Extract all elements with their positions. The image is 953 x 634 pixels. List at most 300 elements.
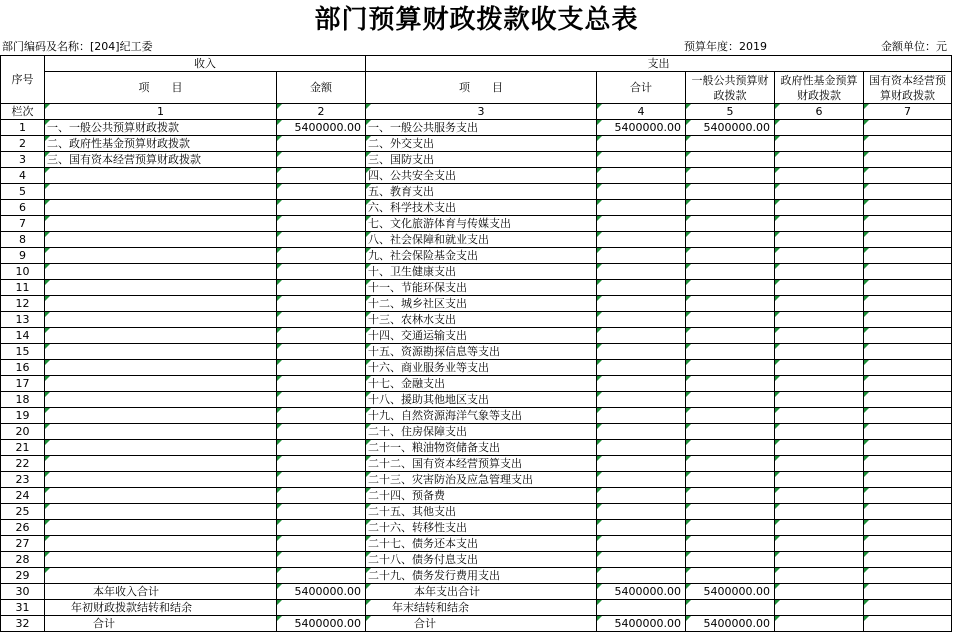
- state-capital-cell: [864, 440, 952, 456]
- row-number: 29: [1, 568, 45, 584]
- expense-item-cell: 四、公共安全支出: [366, 168, 597, 184]
- expense-total-cell: [597, 392, 686, 408]
- fund-budget-cell: [775, 216, 864, 232]
- state-capital-cell: [864, 536, 952, 552]
- expense-item-cell: 二十一、粮油物资储备支出: [366, 440, 597, 456]
- fund-budget-cell: [775, 232, 864, 248]
- income-amount-cell: [277, 552, 366, 568]
- income-item-cell: [45, 264, 277, 280]
- income-amount-cell: [277, 296, 366, 312]
- state-capital-cell: [864, 520, 952, 536]
- general-budget-header: 一般公共预算财政拨款: [686, 72, 775, 104]
- seq-header: 序号: [1, 56, 45, 104]
- table-row: [1, 440, 952, 456]
- general-budget-cell: [686, 376, 775, 392]
- row-number: 26: [1, 520, 45, 536]
- expense-item-cell: 二十三、灾害防治及应急管理支出: [366, 472, 597, 488]
- expense-item-cell: 十七、金融支出: [366, 376, 597, 392]
- income-item-cell: 一、一般公共预算财政拨款: [45, 120, 277, 136]
- general-budget-cell: 5400000.00: [686, 120, 775, 136]
- fund-budget-cell: [775, 616, 864, 632]
- expense-item-cell: 二十五、其他支出: [366, 504, 597, 520]
- expense-total-cell: [597, 344, 686, 360]
- row-number: 24: [1, 488, 45, 504]
- table-row: [1, 152, 952, 168]
- fund-budget-cell: [775, 200, 864, 216]
- row-number: 16: [1, 360, 45, 376]
- row-number: 9: [1, 248, 45, 264]
- row-number: 1: [1, 120, 45, 136]
- expense-total-cell: [597, 296, 686, 312]
- general-budget-cell: [686, 200, 775, 216]
- expense-total-cell: [597, 488, 686, 504]
- table-row: [1, 408, 952, 424]
- income-amount-cell: [277, 312, 366, 328]
- general-budget-cell: [686, 520, 775, 536]
- expense-item-cell: 十五、资源勘探信息等支出: [366, 344, 597, 360]
- expense-total-cell: [597, 328, 686, 344]
- income-item-cell: [45, 504, 277, 520]
- state-capital-cell: [864, 232, 952, 248]
- income-item-cell: 本年收入合计: [45, 584, 277, 600]
- expense-item-cell: 三、国防支出: [366, 152, 597, 168]
- income-item-cell: 合计: [45, 616, 277, 632]
- table-row: [1, 504, 952, 520]
- fund-budget-header: 政府性基金预算财政拨款: [775, 72, 864, 104]
- expense-item-cell: 二十七、债务还本支出: [366, 536, 597, 552]
- table-row: [1, 248, 952, 264]
- row-number: 21: [1, 440, 45, 456]
- income-item-cell: [45, 200, 277, 216]
- general-budget-cell: [686, 408, 775, 424]
- fund-budget-cell: [775, 264, 864, 280]
- table-row: [1, 328, 952, 344]
- income-item-cell: [45, 312, 277, 328]
- table-row: [1, 296, 952, 312]
- income-item-cell: [45, 408, 277, 424]
- expense-total-cell: [597, 200, 686, 216]
- expense-total-cell: [597, 248, 686, 264]
- income-amount-cell: [277, 408, 366, 424]
- income-item-cell: [45, 456, 277, 472]
- table-row: [1, 216, 952, 232]
- general-budget-cell: [686, 152, 775, 168]
- table-row: [1, 456, 952, 472]
- general-budget-cell: [686, 168, 775, 184]
- state-capital-cell: [864, 136, 952, 152]
- state-capital-header: 国有资本经营预算财政拨款: [864, 72, 952, 104]
- expense-item-cell: 十九、自然资源海洋气象等支出: [366, 408, 597, 424]
- income-amount-cell: [277, 472, 366, 488]
- table-row: [1, 568, 952, 584]
- state-capital-cell: [864, 616, 952, 632]
- fund-budget-cell: [775, 312, 864, 328]
- expense-total-cell: [597, 280, 686, 296]
- budget-table: [0, 55, 952, 632]
- summary-row: [1, 616, 952, 632]
- row-number: 25: [1, 504, 45, 520]
- column-number: 3: [366, 104, 597, 120]
- expense-total-cell: [597, 440, 686, 456]
- general-budget-cell: 5400000.00: [686, 616, 775, 632]
- expense-total-cell: [597, 536, 686, 552]
- fund-budget-cell: [775, 152, 864, 168]
- table-row: [1, 344, 952, 360]
- state-capital-cell: [864, 312, 952, 328]
- general-budget-cell: [686, 456, 775, 472]
- fund-budget-cell: [775, 600, 864, 616]
- expense-total-cell: [597, 520, 686, 536]
- row-number: 31: [1, 600, 45, 616]
- expense-total-cell: [597, 376, 686, 392]
- income-item-cell: [45, 344, 277, 360]
- fund-budget-cell: [775, 472, 864, 488]
- state-capital-cell: [864, 408, 952, 424]
- general-budget-cell: [686, 440, 775, 456]
- fund-budget-cell: [775, 376, 864, 392]
- row-number: 13: [1, 312, 45, 328]
- table-row: [1, 424, 952, 440]
- income-item-cell: [45, 552, 277, 568]
- income-amount-cell: [277, 136, 366, 152]
- state-capital-cell: [864, 280, 952, 296]
- column-number: 4: [597, 104, 686, 120]
- general-budget-cell: [686, 392, 775, 408]
- income-amount-cell: [277, 440, 366, 456]
- state-capital-cell: [864, 456, 952, 472]
- income-item-cell: [45, 424, 277, 440]
- state-capital-cell: [864, 392, 952, 408]
- general-budget-cell: [686, 184, 775, 200]
- expense-total-cell: [597, 504, 686, 520]
- state-capital-cell: [864, 200, 952, 216]
- expense-item-cell: 七、文化旅游体育与传媒支出: [366, 216, 597, 232]
- table-row: [1, 280, 952, 296]
- row-number: 14: [1, 328, 45, 344]
- column-number: 1: [45, 104, 277, 120]
- expense-total-cell: 5400000.00: [597, 616, 686, 632]
- expense-total-cell: [597, 216, 686, 232]
- general-budget-cell: [686, 504, 775, 520]
- fund-budget-cell: [775, 360, 864, 376]
- expense-total-cell: [597, 232, 686, 248]
- income-item-cell: [45, 376, 277, 392]
- state-capital-cell: [864, 584, 952, 600]
- column-number-row: [1, 104, 952, 120]
- general-budget-cell: [686, 360, 775, 376]
- state-capital-cell: [864, 264, 952, 280]
- income-amount-cell: [277, 152, 366, 168]
- column-label: 栏次: [1, 104, 45, 120]
- income-amount-cell: [277, 264, 366, 280]
- expense-item-cell: 二十九、债务发行费用支出: [366, 568, 597, 584]
- fund-budget-cell: [775, 328, 864, 344]
- income-header: 收入: [45, 56, 366, 72]
- fund-budget-cell: [775, 408, 864, 424]
- income-amount-cell: [277, 248, 366, 264]
- expense-total-cell: [597, 600, 686, 616]
- table-row: [1, 264, 952, 280]
- expense-item-cell: 六、科学技术支出: [366, 200, 597, 216]
- table-row: [1, 488, 952, 504]
- table-row: [1, 120, 952, 136]
- budget-year-label: 预算年度：2019: [684, 40, 767, 53]
- row-number: 22: [1, 456, 45, 472]
- income-item-cell: [45, 296, 277, 312]
- state-capital-cell: [864, 360, 952, 376]
- state-capital-cell: [864, 216, 952, 232]
- income-amount-cell: [277, 344, 366, 360]
- expense-total-cell: [597, 136, 686, 152]
- fund-budget-cell: [775, 120, 864, 136]
- income-item-cell: [45, 392, 277, 408]
- fund-budget-cell: [775, 344, 864, 360]
- income-amount-cell: [277, 232, 366, 248]
- row-number: 10: [1, 264, 45, 280]
- income-amount-cell: [277, 536, 366, 552]
- income-amount-cell: [277, 360, 366, 376]
- row-number: 17: [1, 376, 45, 392]
- row-number: 18: [1, 392, 45, 408]
- expense-header: 支出: [366, 56, 952, 72]
- state-capital-cell: [864, 568, 952, 584]
- income-item-cell: [45, 488, 277, 504]
- expense-total-cell: [597, 424, 686, 440]
- expense-total-cell: [597, 568, 686, 584]
- state-capital-cell: [864, 296, 952, 312]
- income-item-cell: 二、政府性基金预算财政拨款: [45, 136, 277, 152]
- fund-budget-cell: [775, 280, 864, 296]
- expense-item-cell: 一、一般公共服务支出: [366, 120, 597, 136]
- summary-row: [1, 600, 952, 616]
- amount-unit-label: 金额单位：元: [881, 40, 947, 53]
- expense-total-cell: [597, 552, 686, 568]
- table-row: [1, 136, 952, 152]
- department-label: 部门编码及名称：[204]纪工委: [2, 40, 153, 53]
- header-row-1: [1, 56, 952, 72]
- expense-item-cell: 二十八、债务付息支出: [366, 552, 597, 568]
- expense-total-cell: [597, 408, 686, 424]
- income-amount-cell: [277, 424, 366, 440]
- state-capital-cell: [864, 168, 952, 184]
- table-row: [1, 472, 952, 488]
- fund-budget-cell: [775, 488, 864, 504]
- row-number: 12: [1, 296, 45, 312]
- fund-budget-cell: [775, 296, 864, 312]
- state-capital-cell: [864, 184, 952, 200]
- row-number: 30: [1, 584, 45, 600]
- row-number: 19: [1, 408, 45, 424]
- table-row: [1, 184, 952, 200]
- expense-item-cell: 十四、交通运输支出: [366, 328, 597, 344]
- expense-total-cell: 5400000.00: [597, 584, 686, 600]
- row-number: 8: [1, 232, 45, 248]
- fund-budget-cell: [775, 184, 864, 200]
- row-number: 15: [1, 344, 45, 360]
- fund-budget-cell: [775, 440, 864, 456]
- general-budget-cell: [686, 600, 775, 616]
- state-capital-cell: [864, 472, 952, 488]
- expense-item-cell: 二十六、转移性支出: [366, 520, 597, 536]
- general-budget-cell: [686, 488, 775, 504]
- table-row: [1, 312, 952, 328]
- expense-item-cell: 五、教育支出: [366, 184, 597, 200]
- state-capital-cell: [864, 344, 952, 360]
- expense-item-cell: 十二、城乡社区支出: [366, 296, 597, 312]
- income-amount-header: 金额: [277, 72, 366, 104]
- expense-total-cell: [597, 312, 686, 328]
- expense-total-cell: [597, 456, 686, 472]
- fund-budget-cell: [775, 504, 864, 520]
- general-budget-cell: [686, 424, 775, 440]
- income-amount-cell: [277, 504, 366, 520]
- income-amount-cell: [277, 200, 366, 216]
- income-item-cell: [45, 248, 277, 264]
- summary-row: [1, 584, 952, 600]
- income-item-cell: [45, 536, 277, 552]
- income-amount-cell: [277, 568, 366, 584]
- general-budget-cell: [686, 568, 775, 584]
- income-amount-cell: [277, 600, 366, 616]
- column-number: 6: [775, 104, 864, 120]
- general-budget-cell: [686, 328, 775, 344]
- row-number: 3: [1, 152, 45, 168]
- fund-budget-cell: [775, 584, 864, 600]
- income-amount-cell: [277, 216, 366, 232]
- income-amount-cell: [277, 184, 366, 200]
- table-row: [1, 552, 952, 568]
- income-item-cell: [45, 472, 277, 488]
- income-amount-cell: [277, 392, 366, 408]
- row-number: 23: [1, 472, 45, 488]
- row-number: 4: [1, 168, 45, 184]
- income-item-cell: [45, 184, 277, 200]
- row-number: 28: [1, 552, 45, 568]
- total-header: 合计: [597, 72, 686, 104]
- expense-item-cell: 十一、节能环保支出: [366, 280, 597, 296]
- expense-item-cell: 十六、商业服务业等支出: [366, 360, 597, 376]
- expense-total-cell: [597, 152, 686, 168]
- page-title: 部门预算财政拨款收支总表: [314, 5, 639, 35]
- expense-item-cell: 年末结转和结余: [366, 600, 597, 616]
- income-item-cell: 三、国有资本经营预算财政拨款: [45, 152, 277, 168]
- general-budget-cell: [686, 280, 775, 296]
- general-budget-cell: [686, 472, 775, 488]
- income-amount-cell: [277, 280, 366, 296]
- expense-total-cell: [597, 168, 686, 184]
- fund-budget-cell: [775, 136, 864, 152]
- expense-item-header: 项 目: [366, 72, 597, 104]
- expense-item-cell: 二、外交支出: [366, 136, 597, 152]
- row-number: 7: [1, 216, 45, 232]
- column-number: 2: [277, 104, 366, 120]
- income-amount-cell: [277, 168, 366, 184]
- state-capital-cell: [864, 376, 952, 392]
- general-budget-cell: 5400000.00: [686, 584, 775, 600]
- column-number: 5: [686, 104, 775, 120]
- expense-item-cell: 八、社会保障和就业支出: [366, 232, 597, 248]
- table-row: [1, 520, 952, 536]
- general-budget-cell: [686, 552, 775, 568]
- income-item-cell: [45, 232, 277, 248]
- general-budget-cell: [686, 136, 775, 152]
- income-item-cell: 年初财政拨款结转和结余: [45, 600, 277, 616]
- income-item-cell: [45, 568, 277, 584]
- state-capital-cell: [864, 552, 952, 568]
- income-amount-cell: [277, 520, 366, 536]
- fund-budget-cell: [775, 552, 864, 568]
- state-capital-cell: [864, 248, 952, 264]
- fund-budget-cell: [775, 568, 864, 584]
- general-budget-cell: [686, 296, 775, 312]
- general-budget-cell: [686, 344, 775, 360]
- general-budget-cell: [686, 232, 775, 248]
- expense-total-cell: 5400000.00: [597, 120, 686, 136]
- income-amount-cell: [277, 328, 366, 344]
- expense-total-cell: [597, 264, 686, 280]
- fund-budget-cell: [775, 168, 864, 184]
- income-amount-cell: 5400000.00: [277, 616, 366, 632]
- fund-budget-cell: [775, 520, 864, 536]
- expense-total-cell: [597, 472, 686, 488]
- fund-budget-cell: [775, 424, 864, 440]
- income-item-cell: [45, 520, 277, 536]
- state-capital-cell: [864, 504, 952, 520]
- row-number: 11: [1, 280, 45, 296]
- expense-item-cell: 合计: [366, 616, 597, 632]
- table-row: [1, 360, 952, 376]
- income-item-cell: [45, 360, 277, 376]
- row-number: 32: [1, 616, 45, 632]
- expense-total-cell: [597, 184, 686, 200]
- general-budget-cell: [686, 536, 775, 552]
- expense-item-cell: 本年支出合计: [366, 584, 597, 600]
- income-item-cell: [45, 168, 277, 184]
- income-item-cell: [45, 216, 277, 232]
- state-capital-cell: [864, 424, 952, 440]
- row-number: 27: [1, 536, 45, 552]
- general-budget-cell: [686, 312, 775, 328]
- expense-item-cell: 十、卫生健康支出: [366, 264, 597, 280]
- income-item-cell: [45, 440, 277, 456]
- expense-item-cell: 九、社会保险基金支出: [366, 248, 597, 264]
- fund-budget-cell: [775, 536, 864, 552]
- state-capital-cell: [864, 488, 952, 504]
- state-capital-cell: [864, 152, 952, 168]
- row-number: 2: [1, 136, 45, 152]
- row-number: 6: [1, 200, 45, 216]
- table-row: [1, 392, 952, 408]
- table-row: [1, 376, 952, 392]
- expense-item-cell: 十三、农林水支出: [366, 312, 597, 328]
- table-row: [1, 536, 952, 552]
- income-item-header: 项 目: [45, 72, 277, 104]
- table-row: [1, 232, 952, 248]
- column-number: 7: [864, 104, 952, 120]
- general-budget-cell: [686, 264, 775, 280]
- expense-item-cell: 二十二、国有资本经营预算支出: [366, 456, 597, 472]
- fund-budget-cell: [775, 248, 864, 264]
- income-item-cell: [45, 328, 277, 344]
- income-amount-cell: [277, 488, 366, 504]
- state-capital-cell: [864, 328, 952, 344]
- expense-item-cell: 二十四、预备费: [366, 488, 597, 504]
- expense-item-cell: 十八、援助其他地区支出: [366, 392, 597, 408]
- expense-item-cell: 二十、住房保障支出: [366, 424, 597, 440]
- income-amount-cell: 5400000.00: [277, 120, 366, 136]
- general-budget-cell: [686, 216, 775, 232]
- state-capital-cell: [864, 600, 952, 616]
